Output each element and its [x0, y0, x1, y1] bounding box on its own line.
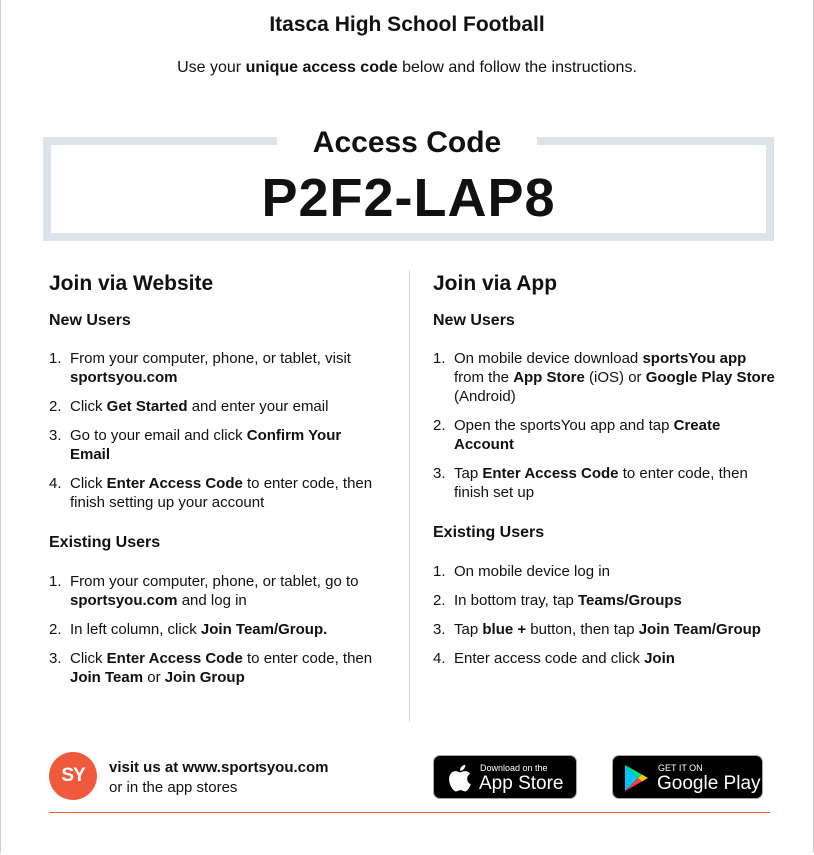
step-bold-text: Confirm Your Email: [70, 427, 342, 463]
step-text: On mobile device log in: [454, 563, 610, 580]
step-item: [49, 397, 384, 416]
google-play-icon: [624, 764, 650, 792]
step-bold-text: sportsyou.com: [70, 369, 178, 386]
step-number: 1.: [433, 563, 446, 580]
app-new-users-heading: New Users: [433, 312, 515, 329]
step-text: Click: [70, 398, 107, 415]
step-text: to enter code, then: [242, 650, 373, 667]
step-item: [433, 649, 778, 668]
website-new-users-steps: [49, 349, 384, 512]
footer-text: [109, 758, 329, 798]
step-item: [49, 620, 384, 639]
step-item: [433, 349, 778, 406]
step-text: Click: [70, 650, 107, 667]
app-stores-text: or in the app stores: [109, 779, 238, 796]
apple-badge-small-text: Download on the: [480, 763, 548, 773]
step-text: Tap: [454, 465, 483, 482]
step-bold-text: blue +: [482, 621, 527, 638]
step-text: From your computer, phone, or tablet, visit: [70, 350, 351, 367]
step-bold-text: Google Play Store: [645, 369, 775, 386]
step-text: In left column, click: [70, 621, 201, 638]
step-text: to enter code, then finish setting up your account: [70, 475, 373, 511]
step-bold-text: Teams/Groups: [577, 592, 682, 609]
step-item: [433, 416, 778, 454]
step-bold-text: Join Team: [70, 669, 144, 686]
app-heading: Join via App: [433, 272, 558, 295]
app-column: [433, 270, 778, 678]
step-text: (Android): [454, 388, 516, 405]
step-text: to enter code, then finish set up: [454, 465, 748, 501]
step-number: 3.: [433, 465, 446, 482]
step-number: 1.: [433, 350, 446, 367]
step-number: 2.: [49, 398, 62, 415]
step-number: 4.: [49, 475, 62, 492]
step-text: button, then tap: [526, 621, 639, 638]
step-text: Go to your email and click: [70, 427, 247, 444]
step-bold-text: App Store: [513, 369, 585, 386]
step-bold-text: Join: [644, 650, 675, 667]
step-number: 3.: [433, 621, 446, 638]
step-text: Enter access code and click: [454, 650, 645, 667]
step-text: In bottom tray, tap: [454, 592, 578, 609]
step-item: [49, 649, 384, 687]
website-new-users-heading: New Users: [49, 312, 131, 329]
page-title: Itasca High School Football: [269, 13, 545, 36]
step-number: 2.: [433, 592, 446, 609]
app-store-badge[interactable]: [433, 755, 577, 799]
step-item: [433, 562, 778, 581]
google-badge-small-text: GET IT ON: [658, 763, 703, 773]
step-text: or: [143, 669, 165, 686]
apple-icon: [446, 763, 472, 793]
footer-divider: [49, 812, 770, 813]
step-text: Open the sportsYou app and tap: [454, 417, 674, 434]
column-divider: [409, 270, 410, 722]
step-text: (iOS) or: [584, 369, 646, 386]
step-text: from the: [454, 369, 514, 386]
step-bold-text: Enter Access Code: [482, 465, 619, 482]
website-existing-users-steps: [49, 572, 384, 687]
step-text: and enter your email: [187, 398, 329, 415]
step-number: 2.: [49, 621, 62, 638]
app-existing-users-steps: [433, 562, 778, 668]
step-bold-text: Enter Access Code: [106, 650, 243, 667]
google-play-badge[interactable]: [612, 755, 763, 799]
sportsyou-logo: SY: [49, 752, 97, 800]
step-number: 3.: [49, 650, 62, 667]
step-bold-text: Get Started: [106, 398, 188, 415]
step-text: On mobile device download: [454, 350, 643, 367]
step-number: 4.: [433, 650, 446, 667]
step-text: Tap: [454, 621, 483, 638]
step-bold-text: Join Team/Group.: [200, 621, 328, 638]
step-item: [49, 474, 384, 512]
page-subtitle: Use your unique access code below and follow the instructions.: [177, 59, 637, 76]
google-badge-big-text: Google Play: [657, 773, 761, 794]
step-item: [433, 620, 778, 639]
step-bold-text: Enter Access Code: [106, 475, 243, 492]
step-item: [433, 591, 778, 610]
step-bold-text: Join Group: [164, 669, 245, 686]
step-text: Click: [70, 475, 107, 492]
website-heading: Join via Website: [49, 272, 214, 295]
footer: [0, 750, 814, 810]
visit-website-text: visit us at www.sportsyou.com: [109, 759, 329, 776]
website-column: [49, 270, 384, 697]
step-number: 3.: [49, 427, 62, 444]
apple-badge-big-text: App Store: [479, 773, 564, 794]
access-code-value: P2F2-LAP8: [261, 168, 556, 228]
step-text: From your computer, phone, or tablet, go to: [70, 573, 359, 590]
step-number: 1.: [49, 350, 62, 367]
step-bold-text: sportsyou.com: [70, 592, 178, 609]
app-existing-users-heading: Existing Users: [433, 524, 545, 541]
step-item: [433, 464, 778, 502]
step-text: and log in: [177, 592, 247, 609]
step-number: 2.: [433, 417, 446, 434]
step-item: [49, 426, 384, 464]
app-new-users-steps: [433, 349, 778, 502]
step-bold-text: sportsYou app: [642, 350, 747, 367]
step-bold-text: Join Team/Group: [638, 621, 761, 638]
step-item: [49, 349, 384, 387]
step-number: 1.: [49, 573, 62, 590]
step-item: [49, 572, 384, 610]
website-existing-users-heading: Existing Users: [49, 534, 161, 551]
step-bold-text: Create Account: [454, 417, 721, 453]
access-code-label: Access Code: [277, 121, 537, 165]
